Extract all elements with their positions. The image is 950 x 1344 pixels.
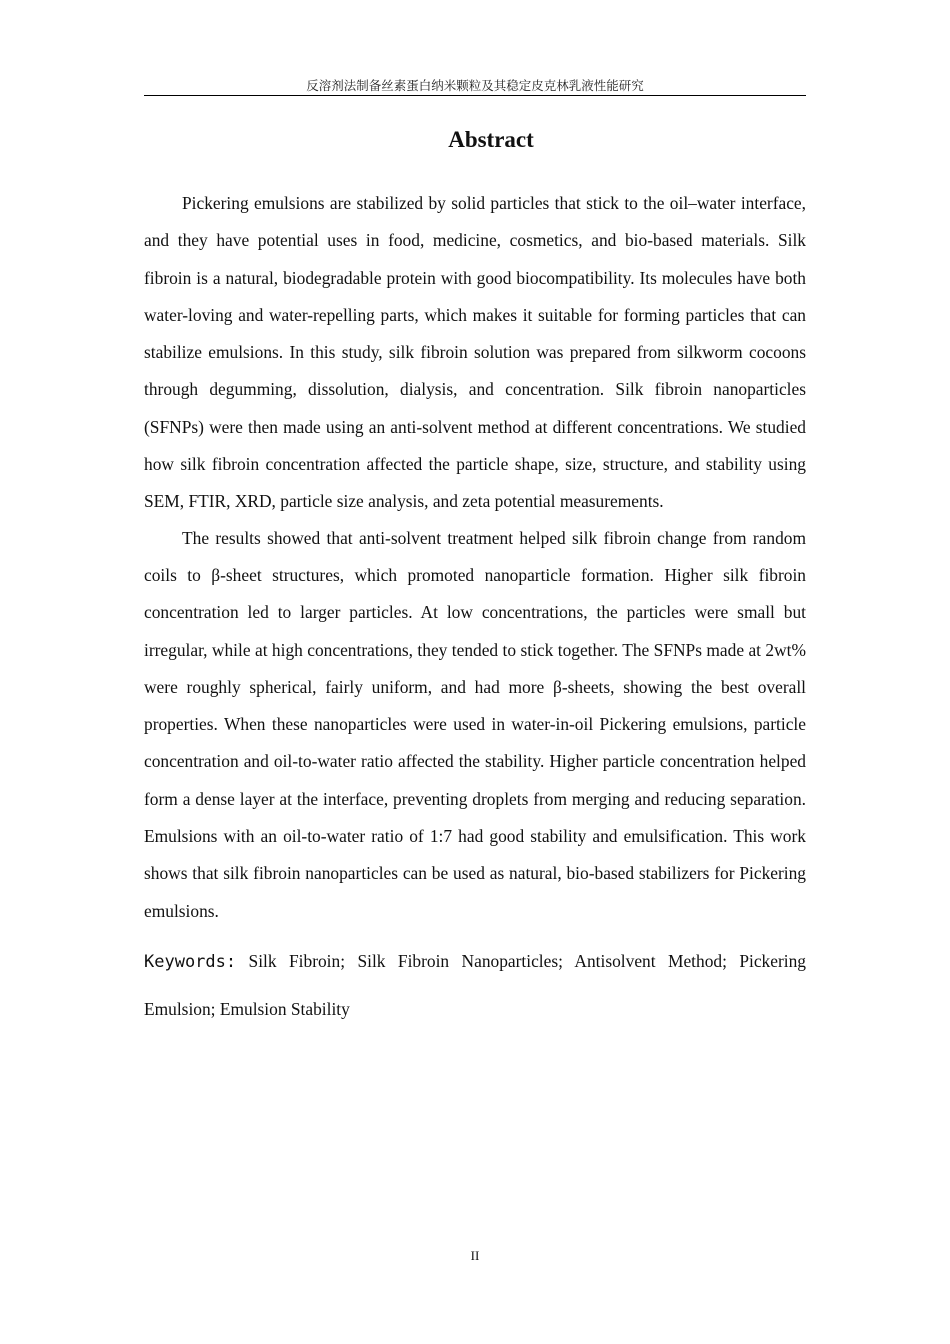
keywords-text: Silk Fibroin; Silk Fibroin Nanoparticles; Antisolvent Method; Pickering Emulsion; Emulsion Stability	[144, 950, 806, 1019]
running-header	[144, 78, 806, 96]
abstract-body	[144, 185, 806, 1033]
abstract-title: Abstract	[448, 127, 534, 152]
abstract-paragraph-2: The results showed that anti-solvent treatment helped silk fibroin change from random coils to β-sheet structures, which promoted nanoparticle formation. Higher silk fibroin concentration led to larger particles. At low concentrations, the particles were small but irregular, while at high concentrations, they tended to stick together. The SFNPs made at 2wt% were roughly spherical, fairly uniform, and had more β-sheets, showing the best overall properties. When these nanoparticles were used in water-in-oil Pickering emulsions, particle concentration and oil-to-water ratio affected the stability. Higher particle concentration helped form a dense layer at the interface, preventing droplets from merging and reducing separation. Emulsions with an oil-to-water ratio of 1:7 had good stability and emulsification. This work shows that silk fibroin nanoparticles can be used as natural, bio-based stabilizers for Pickering emulsions.	[144, 527, 806, 921]
abstract-paragraph-1: Pickering emulsions are stabilized by solid particles that stick to the oil–water interface, and they have potential uses in food, medicine, cosmetics, and bio-based materials. Silk fibroin is a natural, biodegradable protein with good biocompatibility. Its molecules have both water-loving and water-repelling parts, which makes it suitable for forming particles that can stabilize emulsions. In this study, silk fibroin solution was prepared from silkworm cocoons through degumming, dissolution, dialysis, and concentration. Silk fibroin nanoparticles (SFNPs) were then made using an anti-solvent method at different concentrations. We studied how silk fibroin concentration affected the particle shape, size, structure, and stability using SEM, FTIR, XRD, particle size analysis, and zeta potential measurements.	[144, 193, 806, 512]
keywords-line	[144, 938, 806, 1033]
running-title: 反溶剂法制备丝素蛋白纳米颗粒及其稳定皮克林乳液性能研究	[306, 78, 644, 93]
page-number: II	[470, 1248, 480, 1263]
keywords-label: Keywords:	[144, 951, 237, 972]
